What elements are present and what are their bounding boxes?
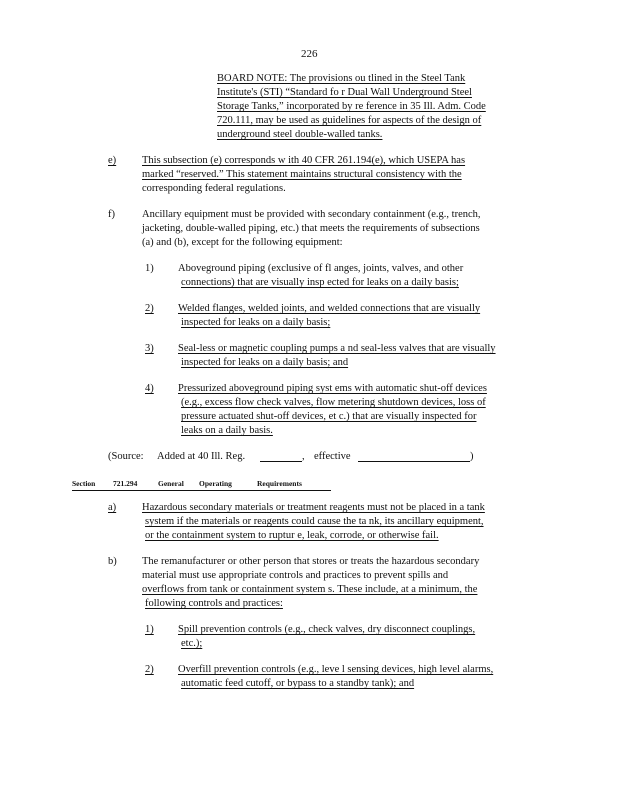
section-heading-underline [72, 490, 331, 491]
section-title-word: Requirements [257, 479, 302, 488]
item-f2-line: Welded flanges, welded joints, and welded connections that are visually [178, 303, 481, 314]
source-effective: effective [314, 451, 351, 462]
item-a-label: a) [108, 502, 117, 513]
item-f4-line: pressure actuated shut-off devices, et c.) that are visually inspected for [181, 411, 477, 422]
board-note-line: underground steel double-walled tanks. [217, 129, 383, 140]
source-reg-blank [260, 451, 302, 462]
page-number: 226 [301, 48, 318, 60]
board-note-line: Institute's (STI) “Standard fo r Dual Wall Underground Steel [217, 87, 472, 98]
item-f3-label: 3) [145, 343, 154, 354]
item-f1-line: connections) that are visually insp ected for leaks on a daily basis; [181, 277, 459, 288]
item-b-line: overflows from tank or containment system s. These include, at a minimum, the [142, 584, 478, 595]
item-e-label: e) [108, 155, 117, 166]
item-b-line: following controls and practices: [145, 598, 283, 609]
board-note-line: BOARD NOTE: The provisions ou tlined in the Steel Tank [217, 73, 466, 84]
item-f4-line: leaks on a daily basis. [181, 425, 273, 436]
item-e-line: This subsection (e) corresponds w ith 40 CFR 261.194(e), which USEPA has [142, 155, 466, 166]
source-added: Added at 40 Ill. Reg. [157, 451, 246, 462]
item-e-line: corresponding federal regulations. [142, 183, 286, 194]
section-title-word: General [158, 479, 184, 488]
item-b1-line: Spill prevention controls (e.g., check valves, dry disconnect couplings, [178, 624, 476, 635]
section-title-word: Operating [199, 479, 232, 488]
item-f3-line: Seal-less or magnetic coupling pumps a nd seal-less valves that are visually [178, 343, 496, 354]
item-f-line: jacketing, double-walled piping, etc.) that meets the requirements of subsections [142, 223, 480, 234]
item-f-line: (a) and (b), except for the following equipment: [142, 237, 343, 248]
item-f-line: Ancillary equipment must be provided with secondary containment (e.g., trench, [142, 209, 481, 220]
item-a-line: Hazardous secondary materials or treatment reagents must not be placed in a tank [142, 502, 485, 513]
source-close: ) [470, 451, 474, 462]
item-f1-label: 1) [145, 263, 154, 274]
board-note-line: 720.111, may be used as guidelines for aspects of the design of [217, 115, 482, 126]
item-a-line: or the containment system to ruptur e, leak, corrode, or otherwise fail. [145, 530, 439, 541]
item-b-label: b) [108, 556, 117, 567]
board-note-line: Storage Tanks,” incorporated by re ference in 35 Ill. Adm. Code [217, 101, 486, 112]
item-b-line: material must use appropriate controls and practices to prevent spills and [142, 570, 449, 581]
source-effective-blank [358, 451, 470, 462]
item-b2-line: automatic feed cutoff, or bypass to a standby tank); and [181, 678, 415, 689]
source-comma: , [302, 451, 305, 462]
item-f4-line: (e.g., excess flow check valves, flow metering shutdown devices, loss of [181, 397, 486, 408]
item-f4-label: 4) [145, 383, 154, 394]
section-number: 721.294 [113, 479, 138, 488]
item-b2-label: 2) [145, 664, 154, 675]
item-f2-label: 2) [145, 303, 154, 314]
item-f2-line: inspected for leaks on a daily basis; [181, 317, 331, 328]
source-prefix: (Source: [108, 451, 144, 462]
item-e-line: marked “reserved.” This statement maintains structural consistency with the [142, 169, 462, 180]
item-b-line: The remanufacturer or other person that stores or treats the hazardous secondary [142, 556, 480, 567]
item-b2-line: Overfill prevention controls (e.g., leve l sensing devices, high level alarms, [178, 664, 494, 675]
item-a-line: system if the materials or reagents could cause the ta nk, its ancillary equipment, [145, 516, 484, 527]
item-f4-line: Pressurized aboveground piping syst ems with automatic shut-off devices [178, 383, 487, 394]
item-f3-line: inspected for leaks on a daily basis; and [181, 357, 349, 368]
section-label: Section [72, 479, 96, 488]
item-f1-line: Aboveground piping (exclusive of fl anges, joints, valves, and other [178, 263, 464, 274]
item-f-label: f) [108, 209, 115, 220]
item-b1-label: 1) [145, 624, 154, 635]
item-b1-line: etc.); [181, 638, 203, 649]
